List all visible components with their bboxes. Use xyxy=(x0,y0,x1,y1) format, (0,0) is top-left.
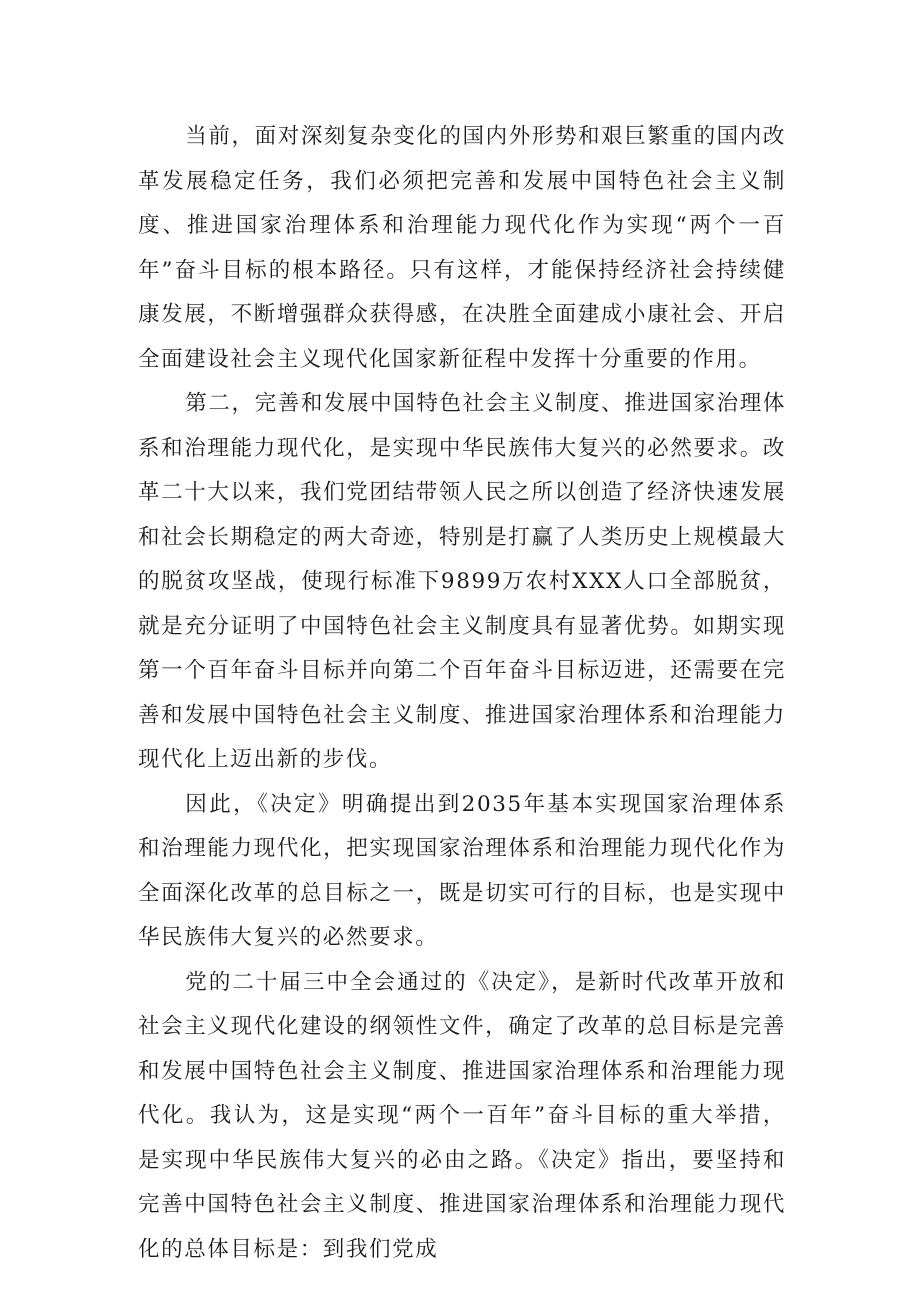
paragraph-2: 第二，完善和发展中国特色社会主义制度、推进国家治理体系和治理能力现代化，是实现中华民族伟大复兴的必然要求。改革二十大以来，我们党团结带领人民之所以创造了经济快速发展和社会长期稳定的两大奇迹，特别是打赢了人类历史上规模最大的脱贫攻坚战，使现行标准下9899万农村XXX人口全部脱贫，就是充分证明了中国特色社会主义制度具有显著优势。如期实现第一个百年奋斗目标并向第二个百年奋斗目标迈进，还需要在完善和发展中国特色社会主义制度、推进国家治理体系和治理能力现代化上迈出新的步伐。 xyxy=(138,391,786,772)
paragraph-4: 党的二十届三中全会通过的《决定》，是新时代改革开放和社会主义现代化建设的纲领性文件，确定了改革的总目标是完善和发展中国特色社会主义制度、推进国家治理体系和治理能力现代化。我认为，这是实现“两个一百年”奋斗目标的重大举措，是实现中华民族伟大复兴的必由之路。《决定》指出，要坚持和完善中国特色社会主义制度、推进国家治理体系和治理能力现代化的总体目标是：到我们党成 xyxy=(138,969,786,1262)
document-body xyxy=(138,115,786,1272)
paragraph-1: 当前，面对深刻复杂变化的国内外形势和艰巨繁重的国内改革发展稳定任务，我们必须把完善和发展中国特色社会主义制度、推进国家治理体系和治理能力现代化作为实现“两个一百年”奋斗目标的根本路径。只有这样，才能保持经济社会持续健康发展，不断增强群众获得感，在决胜全面建成小康社会、开启全面建设社会主义现代化国家新征程中发挥十分重要的作用。 xyxy=(138,124,786,372)
paragraph-3: 因此，《决定》明确提出到2035年基本实现国家治理体系和治理能力现代化，把实现国家治理体系和治理能力现代化作为全面深化改革的总目标之一，既是切实可行的目标，也是实现中华民族伟大复兴的必然要求。 xyxy=(138,791,786,950)
